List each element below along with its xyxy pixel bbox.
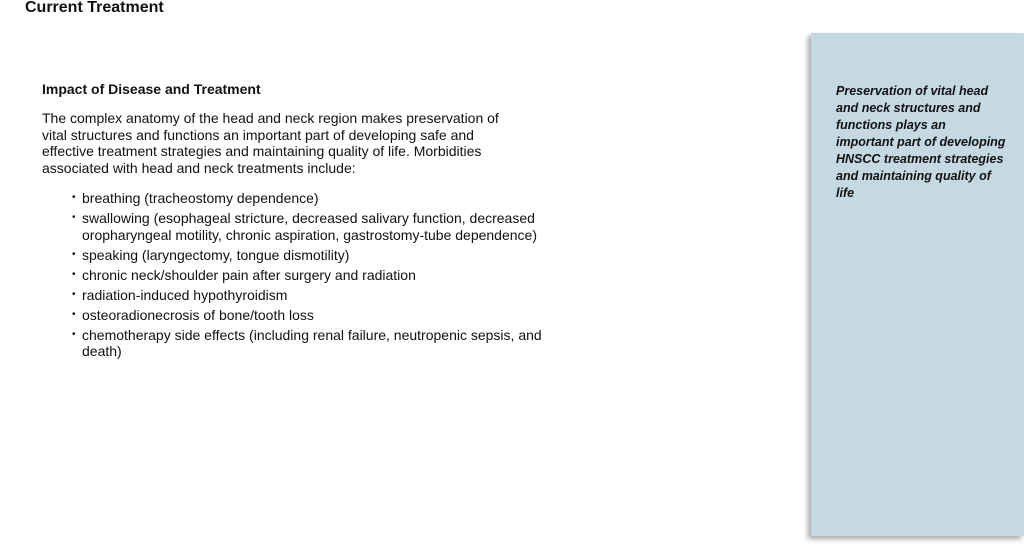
list-item-text: chemotherapy side effects (including renal failure, neutropenic sepsis, and death)	[82, 326, 542, 359]
bullet-icon: •	[72, 192, 76, 203]
list-item	[72, 327, 552, 360]
bullet-icon: •	[72, 308, 76, 320]
list-item	[72, 210, 552, 243]
intro-paragraph: The complex anatomy of the head and neck region makes preservation of vital structures and functions an important part of developing safe and effective treatment strategies and maintaining quality of life. Morbidities associated with head and neck treatments include:	[42, 110, 499, 176]
bullet-icon: •	[72, 268, 76, 280]
list-item-text: osteoradionecrosis of bone/tooth loss	[82, 306, 314, 323]
list-item-text: swallowing (esophageal stricture, decreased salivary function, decreased oropharyngeal motility, chronic aspiration, gastrostomy-tube dependence)	[82, 210, 537, 243]
list-item-text: chronic neck/shoulder pain after surgery and radiation	[82, 266, 416, 283]
page-title: Current Treatment	[25, 0, 164, 16]
list-item-text: radiation-induced hypothyroidism	[82, 286, 288, 303]
bullet-icon: •	[72, 212, 76, 223]
morbidity-list	[42, 190, 552, 360]
list-item	[72, 307, 552, 324]
bullet-icon: •	[72, 288, 76, 300]
list-item	[72, 247, 552, 264]
list-item	[72, 287, 552, 304]
callout-text: Preservation of vital head and neck structures and functions plays an important part of developing HNSCC treatment strategies and maintaining quality of life	[836, 84, 1006, 200]
section-heading: Impact of Disease and Treatment	[42, 81, 261, 97]
list-item-text: breathing (tracheostomy dependence)	[82, 190, 319, 206]
bullet-icon: •	[72, 248, 76, 260]
list-item-text: speaking (laryngectomy, tongue dismotility)	[82, 246, 350, 263]
main-content	[42, 80, 562, 363]
callout-panel	[811, 33, 1024, 536]
list-item	[72, 267, 552, 284]
list-item	[72, 190, 552, 207]
bullet-icon: •	[72, 328, 76, 340]
